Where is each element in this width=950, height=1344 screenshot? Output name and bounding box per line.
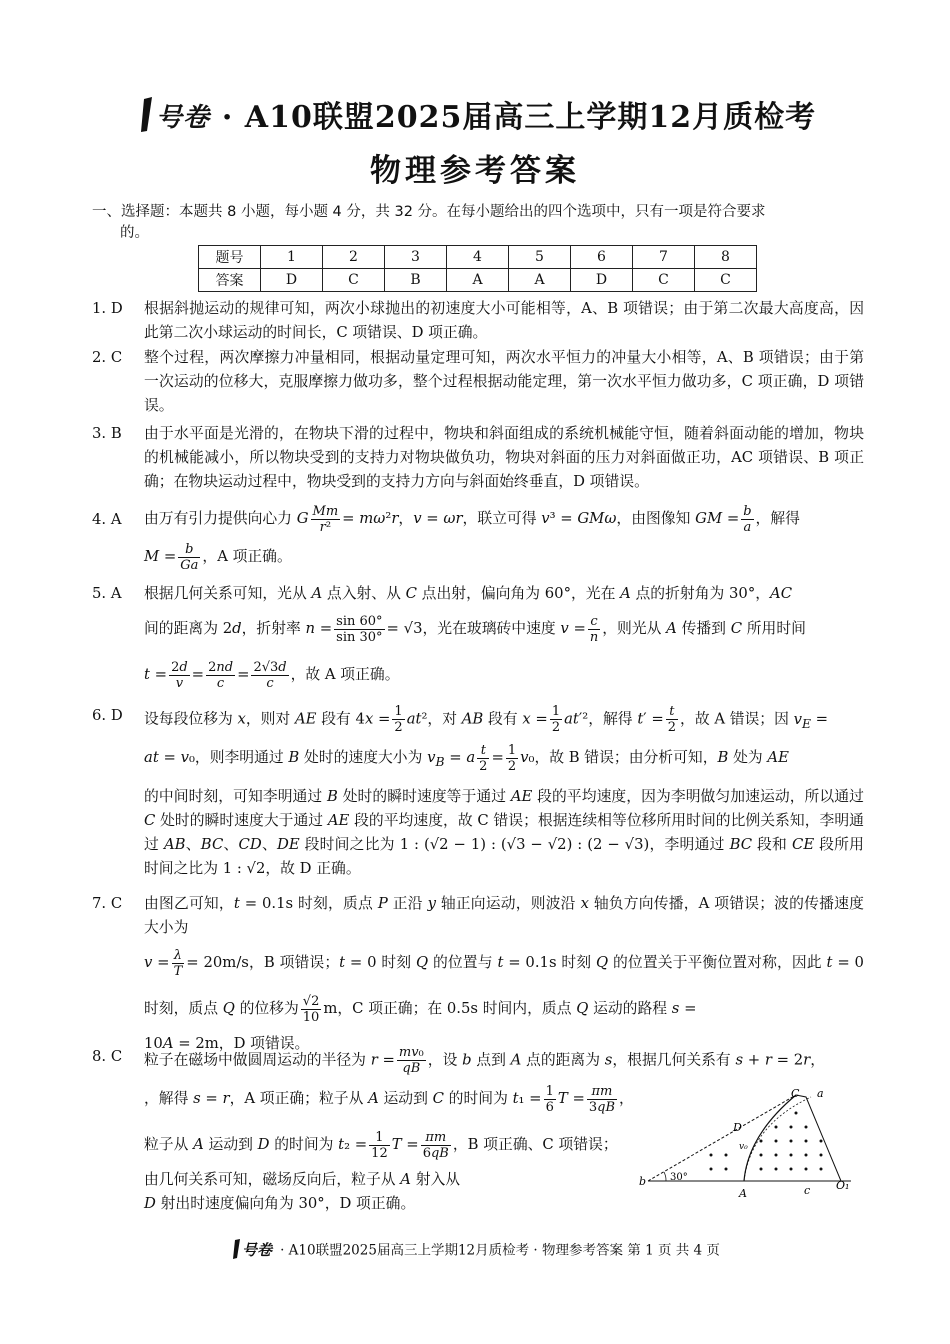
answer-item-5 — [92, 582, 864, 698]
table-cell: D — [571, 269, 633, 292]
item-text: 根据斜抛运动的规律可知，两次小球抛出的初速度大小可能相等，A、B 项错误；由于第二次最大高度高，因此第二次小球运动的时间长，C 项错误、D 项正确。 — [144, 300, 864, 341]
label-v0: v₀ — [739, 1142, 748, 1152]
answer-item-7 — [92, 892, 864, 1056]
item-number: 1. D — [92, 300, 123, 317]
table-row — [199, 269, 757, 292]
table-cell: 1 — [261, 246, 323, 269]
item-number: 4. A — [92, 511, 122, 528]
label-a: a — [817, 1087, 824, 1100]
item-text: 由万有引力提供向心力 G $\frac{Mm}{\text{r²}}$ = mω²r，v = ωr，联立可得 v³ = GMω，由图像知 GM = $\frac{b}{a}$ ，解得 M = $\frac{b}{Ga}$ ，A 项正确。 — [144, 503, 800, 573]
table-cell: A — [509, 269, 571, 292]
item-text: 由于水平面是光滑的，在物块下滑的过程中，物块和斜面组成的系统机械能守恒，随着斜面动能的增加，物块的机械能减小，所以物块受到的支持力对物块做负功，物块对斜面的压力对斜面做正功，AC 项错误、B 项正确；在物块运动过程中，物块受到的支持力方向与斜面始终垂直，D 项错误。 — [144, 425, 864, 490]
table-cell: 3 — [385, 246, 447, 269]
footer-text: · A10联盟2025届高三上学期12月质检考 · 物理参考答案 第 1 页 共 4 页 — [280, 1242, 720, 1259]
label-D: D — [733, 1121, 742, 1134]
footer-logo — [230, 1238, 278, 1264]
answer-table — [198, 245, 757, 292]
table-cell: D — [261, 269, 323, 292]
table-cell: 8 — [695, 246, 757, 269]
table-cell: 5 — [509, 246, 571, 269]
table-cell: 7 — [633, 246, 695, 269]
answer-item-3 — [92, 422, 864, 494]
item-number: 8. C — [92, 1048, 123, 1065]
table-cell: 6 — [571, 246, 633, 269]
label-c: c — [804, 1184, 811, 1197]
item-text: 设每段位移为 x，则对 AE 段有 4x = $\frac{1}{2}$ at²，对 AB 段有 x = $\frac{1}{2}$ at′²，解得 t′ = $\frac{t}{2}$ ，故 A 错误；因 $v_E$ = at = v₀，则李明通过 B 处时的速度大小为 $v_B = a$ $\frac{t}{2}$ = $\frac{1}{2}$ v₀，故 B 错误；由分析可知，B 处为 AE 的中间时刻，可知李明通过 B 处时的瞬时速度等于通过 AE 段的平均速度，因为李明做匀加速运动，所以通过 C 处时的瞬时速度大于通过 AE 段的平均速度，故 C 错误；根据连续相等位移所用时间的比例关系知，李明通过 AB、BC、CD、DE 段时间之比为 1 : (√2 − 1) : (√3 − √2) : (2 − √3)，李明通过 BC 段和 CE 段所用时间之比为 1 : √2，故 D 正确。 — [144, 704, 864, 878]
title-text: · A10联盟2025届高三上学期12月质检考 — [221, 100, 817, 135]
item-number: 2. C — [92, 349, 123, 366]
brand-logo — [134, 95, 218, 143]
table-cell: 2 — [323, 246, 385, 269]
section-heading — [92, 202, 867, 244]
section-heading-text: 一、选择题：本题共 8 小题，每小题 4 分，共 32 分。在每小题给出的四个选项中，只有一项是符合要求 — [92, 204, 766, 220]
page-subtitle: 物理参考答案 — [370, 153, 580, 189]
answer-item-2 — [92, 346, 864, 418]
label-A: A — [739, 1187, 747, 1200]
item-number: 5. A — [92, 585, 122, 602]
item-number: 3. B — [92, 425, 122, 442]
item-text: 整个过程，两次摩擦力冲量相同，根据动量定理可知，两次水平恒力的冲量大小相等，A、B 项错误；由于第一次运动的位移大，克服摩擦力做功多，整个过程根据动能定理，第一次水平恒力做功多，C 项正确，D 项错误。 — [144, 349, 864, 414]
footer-logo-text: 号卷 — [242, 1241, 273, 1259]
table-cell: 4 — [447, 246, 509, 269]
answer-item-4 — [92, 500, 864, 576]
answer-item-6 — [92, 704, 864, 881]
item-text: 粒子在磁场中做圆周运动的半径为 r = $\frac{\text{mv₀}}{qB}$ ，设 b 点到 A 点的距离为 s，根据几何关系有 s + r = 2r， ，解得 s = r，A 项正确；粒子从 A 运动到 C 的时间为 t₁ = $\frac{1}{6}$ T = $\frac{\pi m}{3qB}$ ， 粒子从 A 运动到 D 的时间为 t₂ = $\frac{1}{12}$ T = $\frac{\pi m}{6qB}$ ，B 项正确、C 项错误； 由几何关系可知，磁场反向后，粒子从 A 射入从 D 射出时速度偏向角为 30°，D 项正确。 — [144, 1045, 826, 1212]
label-angle: 30° — [670, 1172, 688, 1183]
logo-text: 号卷 — [155, 103, 210, 133]
table-header-cell: 答案 — [199, 269, 261, 292]
item-number: 6. D — [92, 707, 123, 724]
magnetic-field-diagram — [636, 1085, 866, 1205]
item-text: 由图乙可知，t = 0.1s 时刻，质点 P 正沿 y 轴正向运动，则波沿 x 轴负方向传播，A 项错误；波的传播速度大小为 v = $\frac{\lambda}{T}$ = 20m/s，B 项错误；t = 0 时刻 Q 的位置与 t = 0.1s 时刻 Q 的位置关于平衡位置对称，因此 t = 0 时刻，质点 Q 的位移为 $\frac{√2}{10}$ m，C 项正确；在 0.5s 时间内，质点 Q 运动的路程 s = 10A = 2m，D 项错误。 — [144, 895, 864, 1052]
page-title — [0, 92, 950, 143]
field-dots — [710, 1112, 823, 1171]
table-header-cell: 题号 — [199, 246, 261, 269]
item-text: 根据几何关系可知，光从 A 点入射、从 C 点出射，偏向角为 60°，光在 A 点的折射角为 30°，AC 间的距离为 2d，折射率 n = $\frac{\sin 60^\circ}{\sin 30^\circ}$ = √3，光在玻璃砖中速度 v = $\frac{c}{n}$ ，则光从 A 传播到 C 所用时间 t = $\frac{2d}{v}$ = $\frac{2nd}{c}$ = $\frac{2√3d}{c}$ ，故 A 项正确。 — [144, 585, 806, 691]
table-cell: C — [633, 269, 695, 292]
table-cell: C — [323, 269, 385, 292]
table-row — [199, 246, 757, 269]
section-heading-cont: 的。 — [120, 225, 149, 241]
table-cell: A — [447, 269, 509, 292]
label-b: b — [639, 1175, 647, 1188]
label-O1: O₁ — [836, 1179, 850, 1192]
answer-item-1 — [92, 297, 864, 345]
table-cell: C — [695, 269, 757, 292]
table-cell: B — [385, 269, 447, 292]
page-footer — [0, 1238, 950, 1264]
label-C: C — [791, 1087, 800, 1100]
item-number: 7. C — [92, 895, 123, 912]
